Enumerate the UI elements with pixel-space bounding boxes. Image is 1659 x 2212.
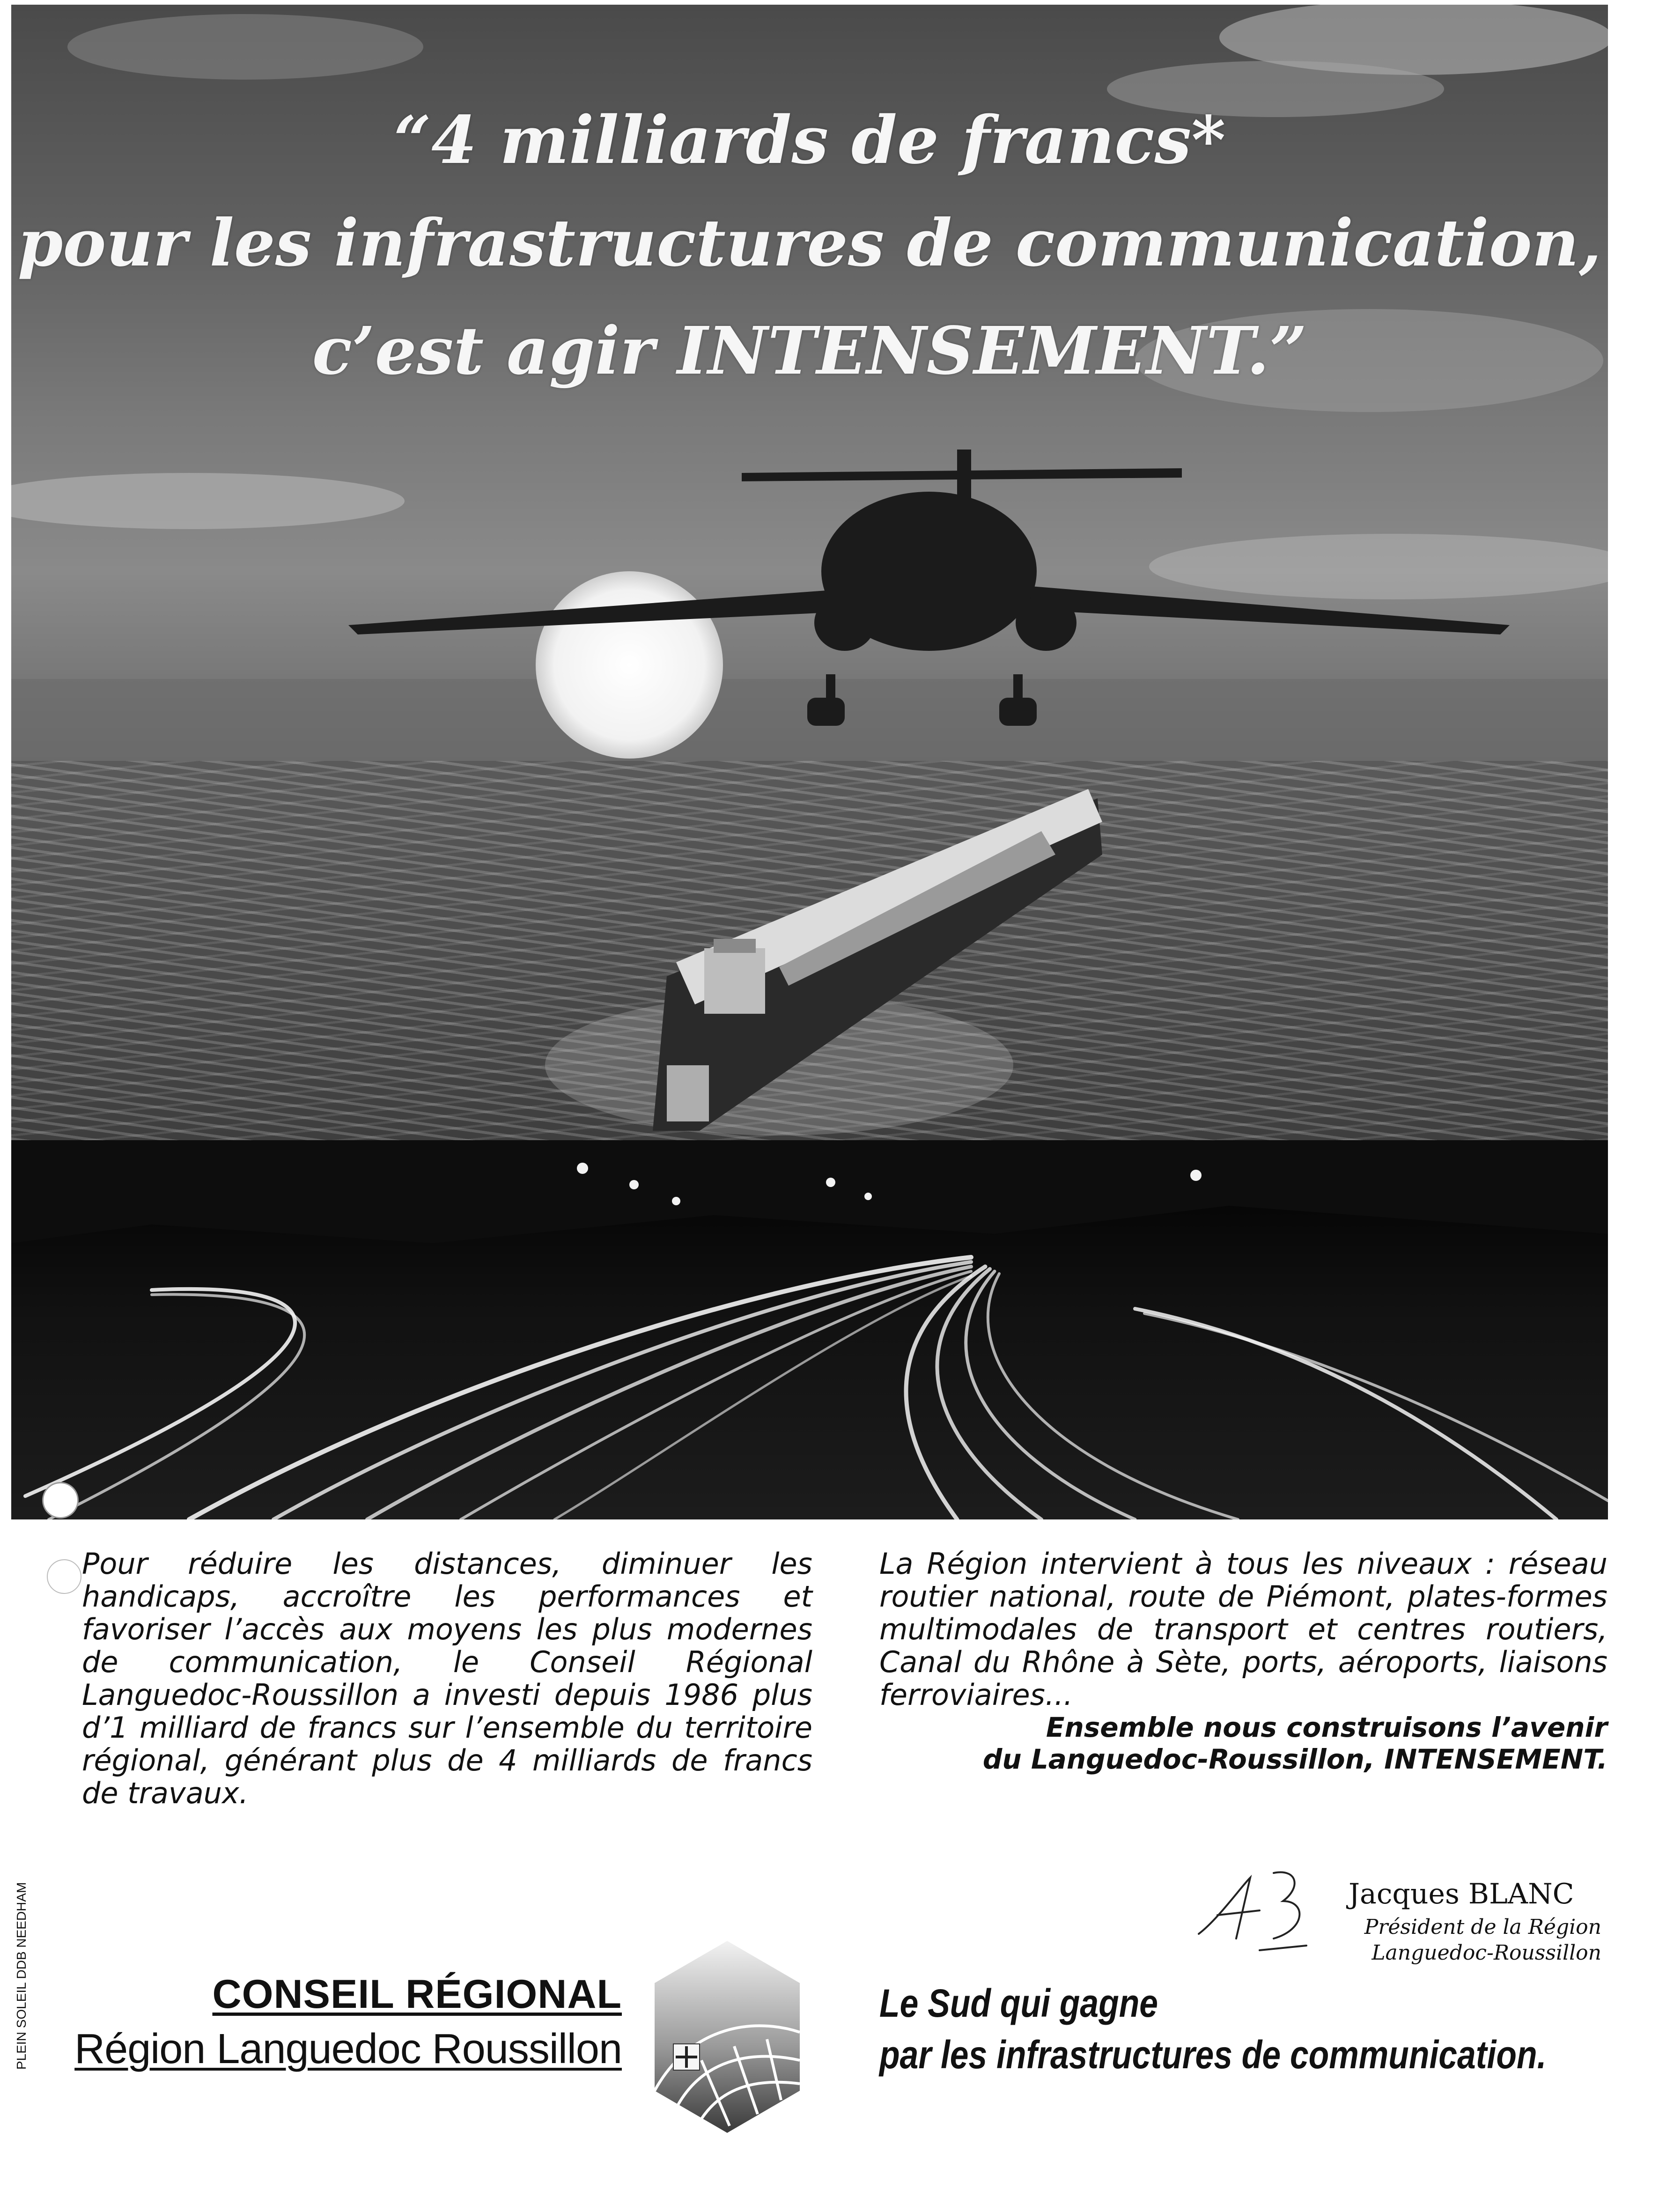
highway-light-trails-illustration [11, 1140, 1608, 1519]
binder-punch-hole [42, 1482, 79, 1519]
slogan-line-2: par les infrastructures de communication. [879, 2033, 1547, 2077]
tree-line [11, 1140, 1608, 1243]
cloud [1149, 534, 1608, 599]
agency-credit: PLEIN SOLEIL DDB NEEDHAM [14, 1882, 29, 2070]
body-right-paragraph: La Région intervient à tous les niveaux : réseau routier national, route de Piémont, plates-formes multimodales de transport et centres routiers, Canal du Rhône à Sète, ports, aéroports, liaisons ferroviaires... [879, 1547, 1607, 1712]
body-text-right [879, 1548, 1607, 1775]
body-left-paragraph: Pour réduire les distances, diminuer les handicaps, accroître les performances et favoriser l’accès aux moyens les plus modernes de communication, le Conseil Régional Languedoc-Roussillon a investi depuis 1986 plus d’1 milliard de francs sur l’ensemble du territoire régional, générant plus de 4 milliards de francs de travaux. [82, 1547, 812, 1810]
slogan-line-1: Le Sud qui gagne [879, 1981, 1158, 2025]
organization-name: CONSEIL RÉGIONAL [212, 1972, 622, 2017]
highway-photo-panel [11, 1140, 1608, 1519]
headline-line-3: c’est agir INTENSEMENT.” [312, 313, 1307, 390]
headline-line-1: “4 milliards de francs* [393, 102, 1226, 179]
closing-line-1: Ensemble nous construisons l’avenir [1046, 1711, 1607, 1743]
body-text-left [82, 1548, 812, 1810]
sun [536, 571, 723, 759]
light-trails [25, 1257, 1608, 1519]
cloud [11, 473, 405, 529]
signatory-name: Jacques BLANC [1349, 1878, 1574, 1910]
organization-region: Région Languedoc Roussillon [74, 2026, 622, 2072]
sky-photo-panel [11, 5, 1608, 761]
closing-line-2: du Languedoc-Roussillon, INTENSEMENT. [982, 1743, 1607, 1775]
signatory-title-line-2: Languedoc-Roussillon [1371, 1941, 1601, 1965]
cloud [67, 14, 423, 80]
signatory-title-line-1: Président de la Région [1364, 1915, 1601, 1939]
binder-punch-hole [47, 1559, 81, 1594]
occitan-cross-icon [673, 2044, 700, 2070]
regional-logo-emblem [650, 1939, 804, 2135]
cargo-ship-illustration [11, 761, 1608, 1140]
handwritten-signature [1189, 1859, 1339, 1953]
sea-photo-panel [11, 761, 1608, 1140]
headline-line-2: pour les infrastructures de communication, [17, 205, 1602, 281]
